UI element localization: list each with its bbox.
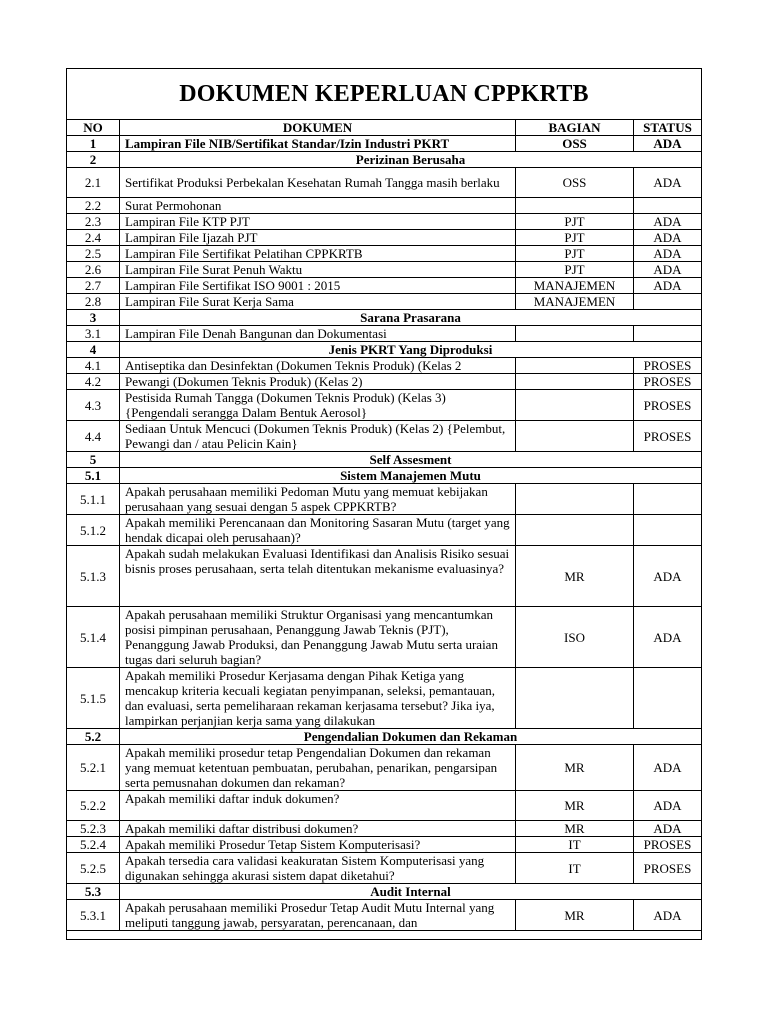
row-bagian: MR xyxy=(516,546,634,607)
row-bagian xyxy=(516,421,634,452)
section-header-row xyxy=(67,342,702,358)
row-bagian: OSS xyxy=(516,136,634,152)
table-row xyxy=(67,837,702,853)
row-status: ADA xyxy=(634,745,702,791)
row-dokumen: Apakah memiliki daftar induk dokumen? xyxy=(120,791,516,821)
table-row xyxy=(67,900,702,931)
row-bagian xyxy=(516,374,634,390)
row-number: 1 xyxy=(67,136,120,152)
row-bagian: PJT xyxy=(516,214,634,230)
row-dokumen: Apakah memiliki prosedur tetap Pengendalian Dokumen dan rekaman yang memuat ketentuan pembuatan, perubahan, penarikan, pengarsipan serta pemusnahan dokumen dan rekaman? xyxy=(120,745,516,791)
row-dokumen: Lampiran File Denah Bangunan dan Dokumentasi xyxy=(120,326,516,342)
row-dokumen: Apakah memiliki daftar distribusi dokumen? xyxy=(120,821,516,837)
row-bagian: OSS xyxy=(516,168,634,198)
row-bagian: IT xyxy=(516,853,634,884)
header-status: STATUS xyxy=(634,120,702,136)
row-dokumen: Apakah memiliki Prosedur Tetap Sistem Komputerisasi? xyxy=(120,837,516,853)
row-number: 2 xyxy=(67,152,120,168)
row-dokumen: Apakah memiliki Perencanaan dan Monitoring Sasaran Mutu (target yang hendak dicapai oleh perusahaan)? xyxy=(120,515,516,546)
table-header-row xyxy=(67,120,702,136)
header-no: NO xyxy=(67,120,120,136)
row-dokumen: Surat Permohonan xyxy=(120,198,516,214)
row-number: 5.3 xyxy=(67,884,120,900)
row-bagian: MR xyxy=(516,821,634,837)
row-number: 5.1.4 xyxy=(67,607,120,668)
row-bagian: ISO xyxy=(516,607,634,668)
row-bagian xyxy=(516,515,634,546)
row-number: 2.1 xyxy=(67,168,120,198)
row-dokumen: Apakah sudah melakukan Evaluasi Identifikasi dan Analisis Risiko sesuai bisnis proses perusahaan, serta telah ditentukan mekanisme evaluasinya? xyxy=(120,546,516,607)
section-title: Self Assesment xyxy=(120,452,702,468)
row-bagian xyxy=(516,668,634,729)
table-row xyxy=(67,668,702,729)
row-status: ADA xyxy=(634,136,702,152)
row-number: 2.2 xyxy=(67,198,120,214)
table-row xyxy=(67,853,702,884)
row-dokumen: Apakah memiliki Prosedur Kerjasama dengan Pihak Ketiga yang mencakup kriteria kecuali kegiatan penyimpanan, seleksi, pemantauan, dan evaluasi, serta pemeliharaan rekaman kerjasama tersebut? Jika iya, lampirkan perjanjian kerja sama yang dilakukan xyxy=(120,668,516,729)
table-row xyxy=(67,484,702,515)
row-bagian: MR xyxy=(516,900,634,931)
row-number: 2.5 xyxy=(67,246,120,262)
row-number: 5 xyxy=(67,452,120,468)
table-row xyxy=(67,294,702,310)
section-title: Pengendalian Dokumen dan Rekaman xyxy=(120,729,702,745)
section-header-row xyxy=(67,729,702,745)
row-bagian: MANAJEMEN xyxy=(516,294,634,310)
table-row xyxy=(67,745,702,791)
row-bagian xyxy=(516,326,634,342)
row-status: ADA xyxy=(634,214,702,230)
row-dokumen: Lampiran File Sertifikat Pelatihan CPPKRTB xyxy=(120,246,516,262)
row-status xyxy=(634,294,702,310)
row-bagian xyxy=(516,358,634,374)
row-dokumen: Pewangi (Dokumen Teknis Produk) (Kelas 2) xyxy=(120,374,516,390)
row-status xyxy=(634,668,702,729)
row-number: 4 xyxy=(67,342,120,358)
section-title: Sarana Prasarana xyxy=(120,310,702,326)
row-number: 3.1 xyxy=(67,326,120,342)
row-dokumen: Apakah perusahaan memiliki Pedoman Mutu yang memuat kebijakan perusahaan yang sesuai dengan 5 aspek CPPKRTB? xyxy=(120,484,516,515)
row-dokumen: Apakah perusahaan memiliki Prosedur Tetap Audit Mutu Internal yang meliputi tanggung jawab, persyaratan, perencanaan, dan xyxy=(120,900,516,931)
row-number: 2.4 xyxy=(67,230,120,246)
section-header-row xyxy=(67,152,702,168)
row-number: 5.1.2 xyxy=(67,515,120,546)
document-sheet xyxy=(66,68,702,940)
row-number: 4.3 xyxy=(67,390,120,421)
row-number: 2.8 xyxy=(67,294,120,310)
row-dokumen: Apakah tersedia cara validasi keakuratan Sistem Komputerisasi yang digunakan sehingga akurasi sistem dapat diketahui? xyxy=(120,853,516,884)
table-row xyxy=(67,214,702,230)
table-row xyxy=(67,358,702,374)
table-row xyxy=(67,515,702,546)
table-row xyxy=(67,546,702,607)
row-number: 4.4 xyxy=(67,421,120,452)
table-row xyxy=(67,821,702,837)
table-row xyxy=(67,168,702,198)
row-dokumen: Lampiran File Ijazah PJT xyxy=(120,230,516,246)
table-row xyxy=(67,278,702,294)
row-status xyxy=(634,326,702,342)
row-dokumen: Lampiran File KTP PJT xyxy=(120,214,516,230)
table-row xyxy=(67,230,702,246)
row-status: PROSES xyxy=(634,390,702,421)
row-bagian: MR xyxy=(516,791,634,821)
row-status: ADA xyxy=(634,168,702,198)
row-number: 5.2 xyxy=(67,729,120,745)
document-table xyxy=(66,119,702,931)
row-dokumen: Antiseptika dan Desinfektan (Dokumen Teknis Produk) (Kelas 2 xyxy=(120,358,516,374)
row-dokumen: Pestisida Rumah Tangga (Dokumen Teknis Produk) (Kelas 3) {Pengendali serangga Dalam Bentuk Aerosol} xyxy=(120,390,516,421)
table-row xyxy=(67,374,702,390)
row-bagian: MR xyxy=(516,745,634,791)
row-status: ADA xyxy=(634,246,702,262)
row-number: 5.1 xyxy=(67,468,120,484)
row-status: ADA xyxy=(634,230,702,246)
section-header-row xyxy=(67,310,702,326)
row-number: 4.1 xyxy=(67,358,120,374)
row-number: 3 xyxy=(67,310,120,326)
row-status: PROSES xyxy=(634,853,702,884)
row-status xyxy=(634,198,702,214)
row-dokumen: Lampiran File NIB/Sertifikat Standar/Izin Industri PKRT xyxy=(120,136,516,152)
document-title: DOKUMEN KEPERLUAN CPPKRTB xyxy=(179,80,589,107)
row-bagian: MANAJEMEN xyxy=(516,278,634,294)
row-dokumen: Lampiran File Sertifikat ISO 9001 : 2015 xyxy=(120,278,516,294)
row-status: PROSES xyxy=(634,421,702,452)
row-number: 2.3 xyxy=(67,214,120,230)
row-status xyxy=(634,515,702,546)
table-row xyxy=(67,136,702,152)
row-bagian: IT xyxy=(516,837,634,853)
row-dokumen: Lampiran File Surat Penuh Waktu xyxy=(120,262,516,278)
table-row xyxy=(67,262,702,278)
row-status: ADA xyxy=(634,278,702,294)
row-number: 4.2 xyxy=(67,374,120,390)
row-number: 5.1.3 xyxy=(67,546,120,607)
row-status: ADA xyxy=(634,791,702,821)
table-row xyxy=(67,421,702,452)
row-dokumen: Sediaan Untuk Mencuci (Dokumen Teknis Produk) (Kelas 2) {Pelembut, Pewangi dan / atau Pelicin Kain} xyxy=(120,421,516,452)
table-row xyxy=(67,246,702,262)
header-bagian: BAGIAN xyxy=(516,120,634,136)
row-dokumen: Apakah perusahaan memiliki Struktur Organisasi yang mencantumkan posisi pimpinan perusahaan, Penanggung Jawab Teknis (PJT), Penanggung Jawab Produksi, dan Penanggung Jawab Mutu serta uraian tugas dari seluruh bagian? xyxy=(120,607,516,668)
section-header-row xyxy=(67,884,702,900)
row-dokumen: Lampiran File Surat Kerja Sama xyxy=(120,294,516,310)
section-title: Jenis PKRT Yang Diproduksi xyxy=(120,342,702,358)
table-body xyxy=(67,136,702,931)
row-dokumen: Sertifikat Produksi Perbekalan Kesehatan Rumah Tangga masih berlaku xyxy=(120,168,516,198)
row-number: 5.2.5 xyxy=(67,853,120,884)
row-status xyxy=(634,484,702,515)
row-number: 5.2.3 xyxy=(67,821,120,837)
row-number: 2.6 xyxy=(67,262,120,278)
row-status: ADA xyxy=(634,262,702,278)
header-dokumen: DOKUMEN xyxy=(120,120,516,136)
table-row xyxy=(67,326,702,342)
row-status: PROSES xyxy=(634,358,702,374)
row-status: PROSES xyxy=(634,374,702,390)
row-bagian: PJT xyxy=(516,246,634,262)
section-title: Sistem Manajemen Mutu xyxy=(120,468,702,484)
section-header-row xyxy=(67,468,702,484)
table-row xyxy=(67,791,702,821)
row-bagian xyxy=(516,390,634,421)
row-bagian xyxy=(516,484,634,515)
row-number: 5.3.1 xyxy=(67,900,120,931)
row-number: 5.1.5 xyxy=(67,668,120,729)
table-row xyxy=(67,390,702,421)
row-number: 2.7 xyxy=(67,278,120,294)
section-title: Perizinan Berusaha xyxy=(120,152,702,168)
row-status: ADA xyxy=(634,607,702,668)
row-bagian: PJT xyxy=(516,262,634,278)
row-bagian xyxy=(516,198,634,214)
row-status: ADA xyxy=(634,900,702,931)
row-status: ADA xyxy=(634,546,702,607)
row-number: 5.2.1 xyxy=(67,745,120,791)
table-row xyxy=(67,198,702,214)
row-status: ADA xyxy=(634,821,702,837)
row-number: 5.2.4 xyxy=(67,837,120,853)
row-status: PROSES xyxy=(634,837,702,853)
row-number: 5.1.1 xyxy=(67,484,120,515)
section-title: Audit Internal xyxy=(120,884,702,900)
table-row xyxy=(67,607,702,668)
row-bagian: PJT xyxy=(516,230,634,246)
section-header-row xyxy=(67,452,702,468)
row-number: 5.2.2 xyxy=(67,791,120,821)
